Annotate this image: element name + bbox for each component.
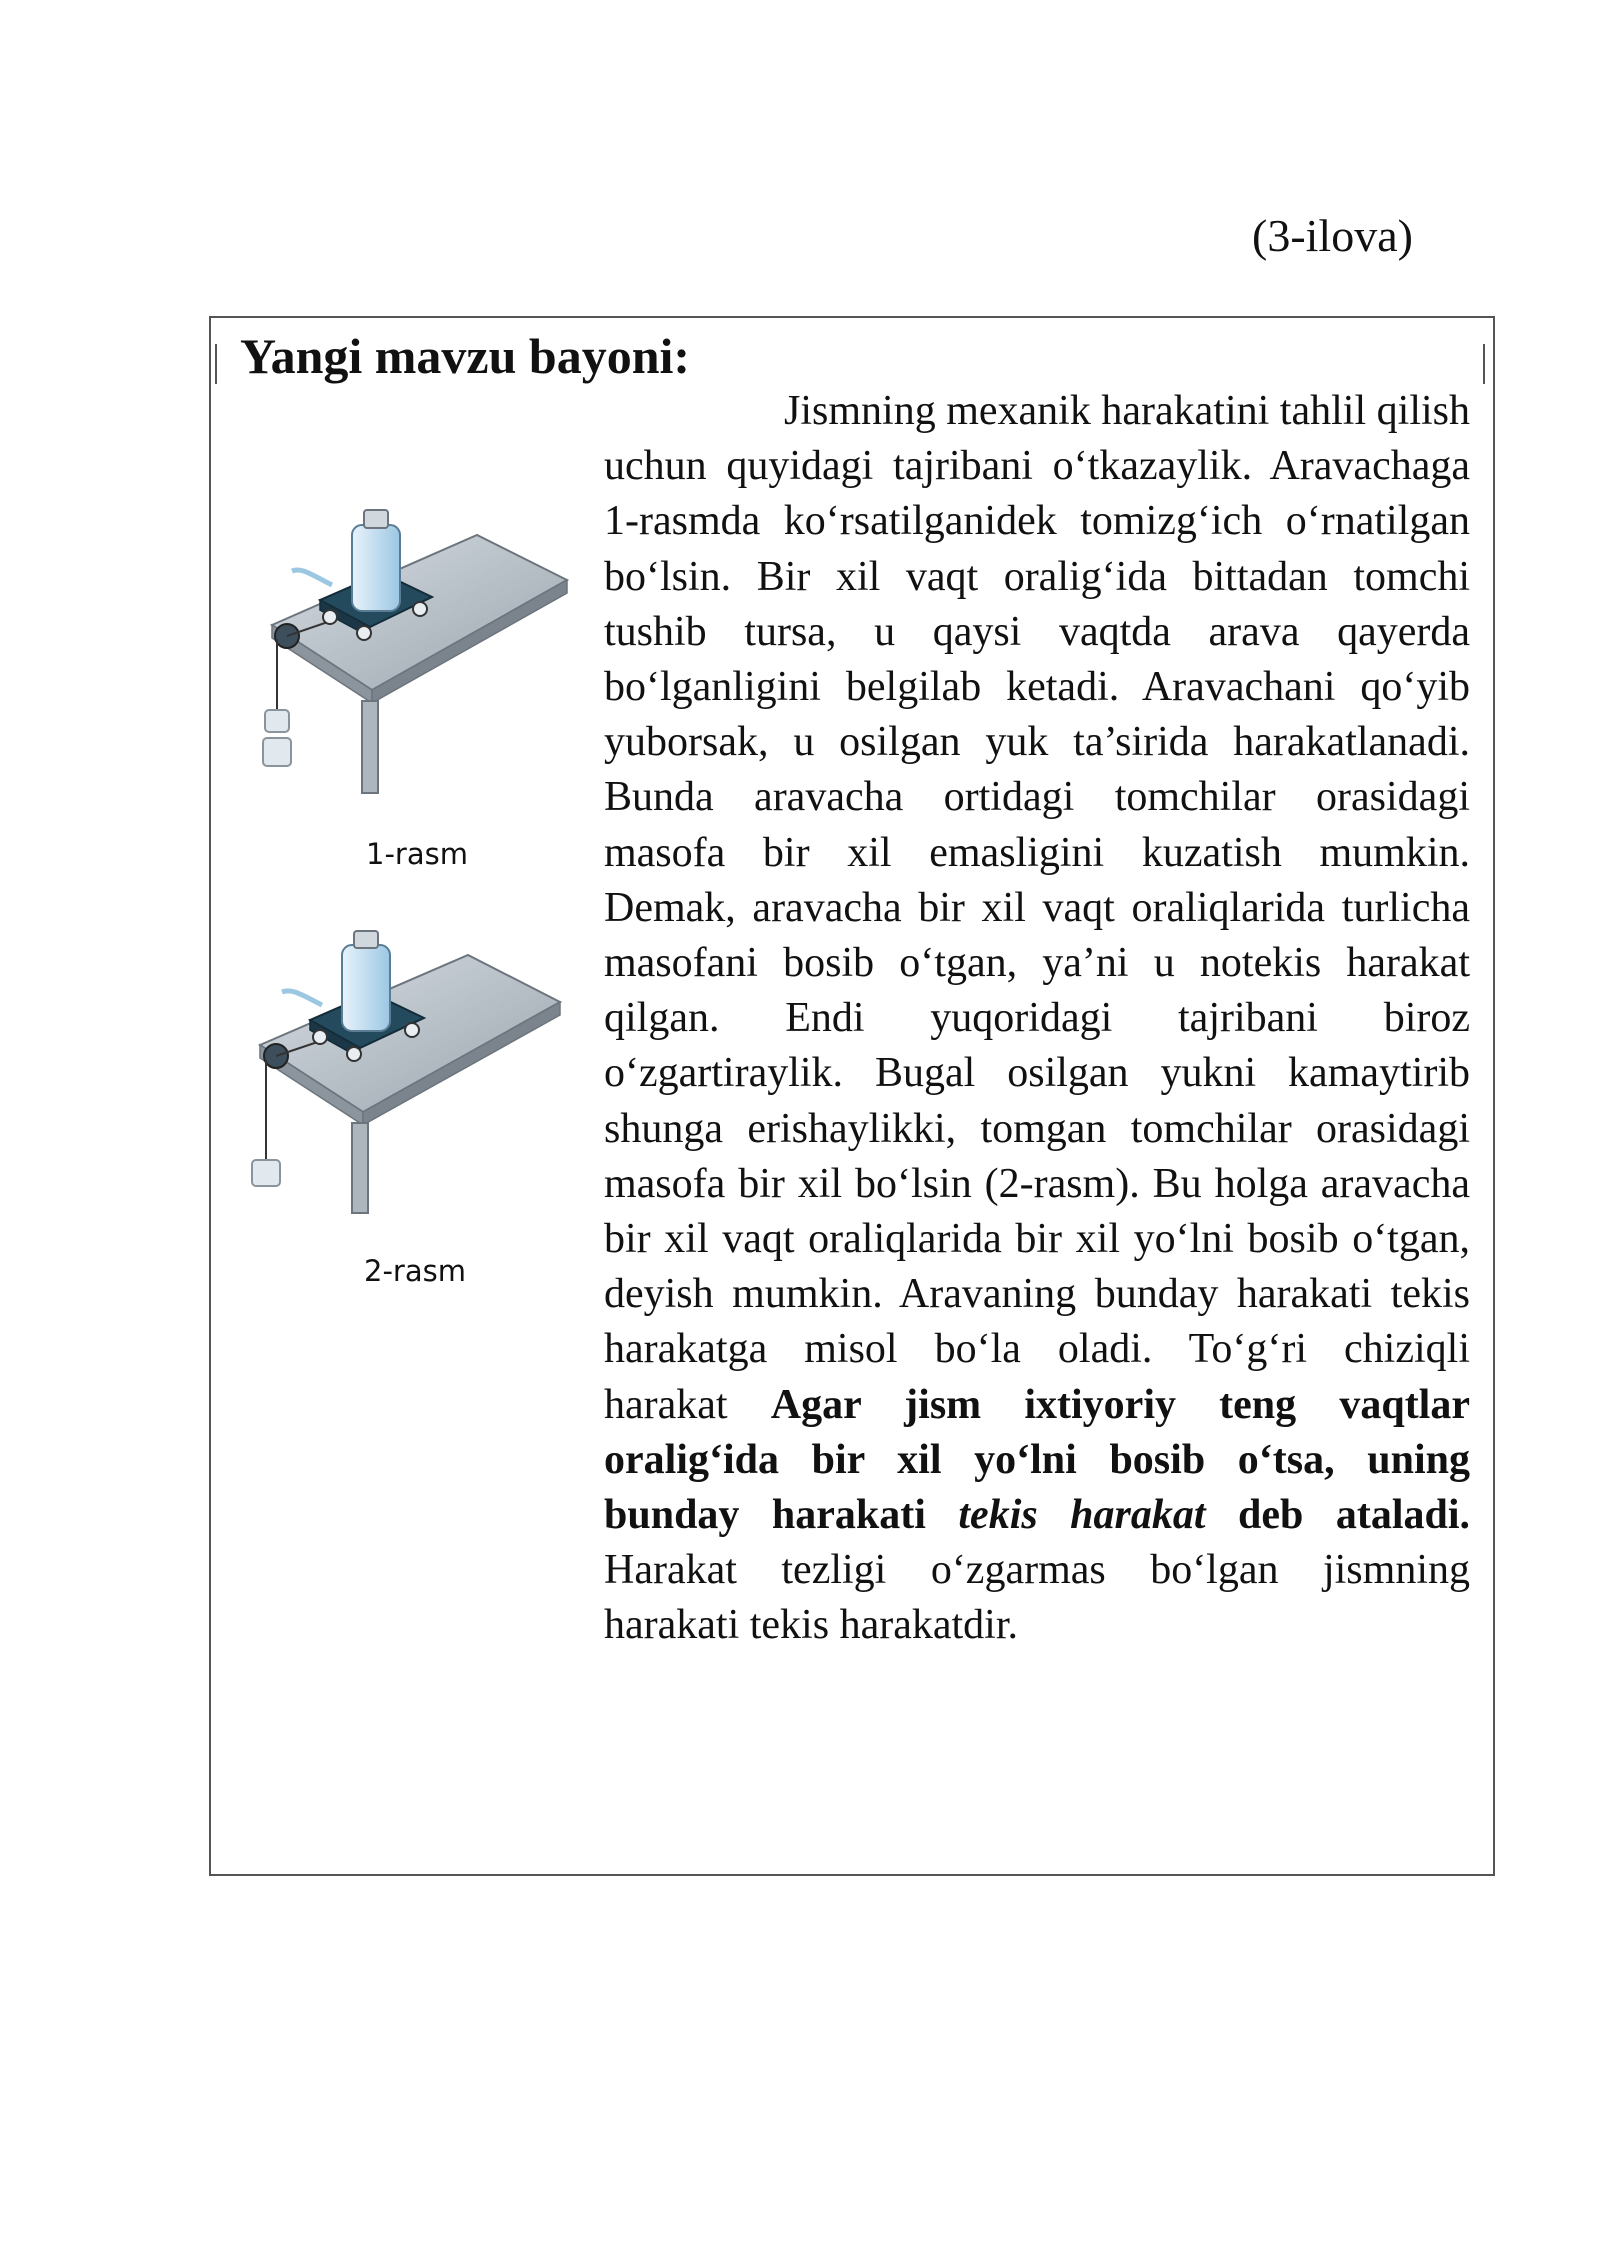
figure-2-caption: 2-rasm [364,1254,466,1288]
body-paragraph [604,384,1470,1654]
annex-label: (3-ilova) [1252,210,1413,261]
definition-end: deb ataladi. [1238,1492,1471,1539]
closing-sentence: Harakat tezligi o‘zgarmas bo‘lgan jismning harakati tekis harakatdir. [604,1547,1470,1649]
frame-tick-left [215,344,217,384]
frame-tick-right [1483,344,1485,384]
paragraph-text: Jismning mexanik harakatini tahlil qilish uchun quyidagi tajribani o‘tkazaylik. Aravachaga 1-rasmda ko‘rsatilganidek tomizg‘ich o‘rnatilgan bo‘lsin. Bir xil vaqt oralig‘ida bittadan tomchi tushib tursa, u qaysi vaqtda arava qayerda bo‘lganligini belgilab ketadi. Aravachani qo‘yib yuborsak, u osilgan yuk ta’sirida harakatlanadi. Bunda aravacha ortidagi tomchilar orasidagi masofa bir xil emasligini kuzatish mumkin. Demak, aravacha bir xil vaqt oraliqlarida turlicha masofani bosib o‘tgan, ya’ni u notekis harakat qilgan. Endi yuqoridagi tajribani biroz o‘zgartiraylik. Bugal osilgan yukni kamaytirib shunga erishaylikki, tomgan tomchilar orasidagi masofa bir xil bo‘lsin (2-rasm). Bu holga aravacha bir xil vaqt oraliqlarida bir xil yo‘lni bosib o‘tgan, deyish mumkin. Aravaning bunday harakati tekis harakatga misol bo‘la oladi. To‘g‘ri chiziqli harakat [604,388,1470,1428]
figure-2-cart-experiment [248,930,568,1215]
definition-term: tekis harakat [958,1492,1206,1539]
figure-1-cart-experiment [262,505,577,795]
section-heading: Yangi mavzu bayoni: [240,328,691,384]
figure-1-caption: 1-rasm [366,837,468,871]
definition-text: Agar jism ixtiyoriy teng vaqtlar oralig‘ida bir xil yo‘lni bosib o‘tsa, uning bunday harakati [604,1381,1470,1539]
